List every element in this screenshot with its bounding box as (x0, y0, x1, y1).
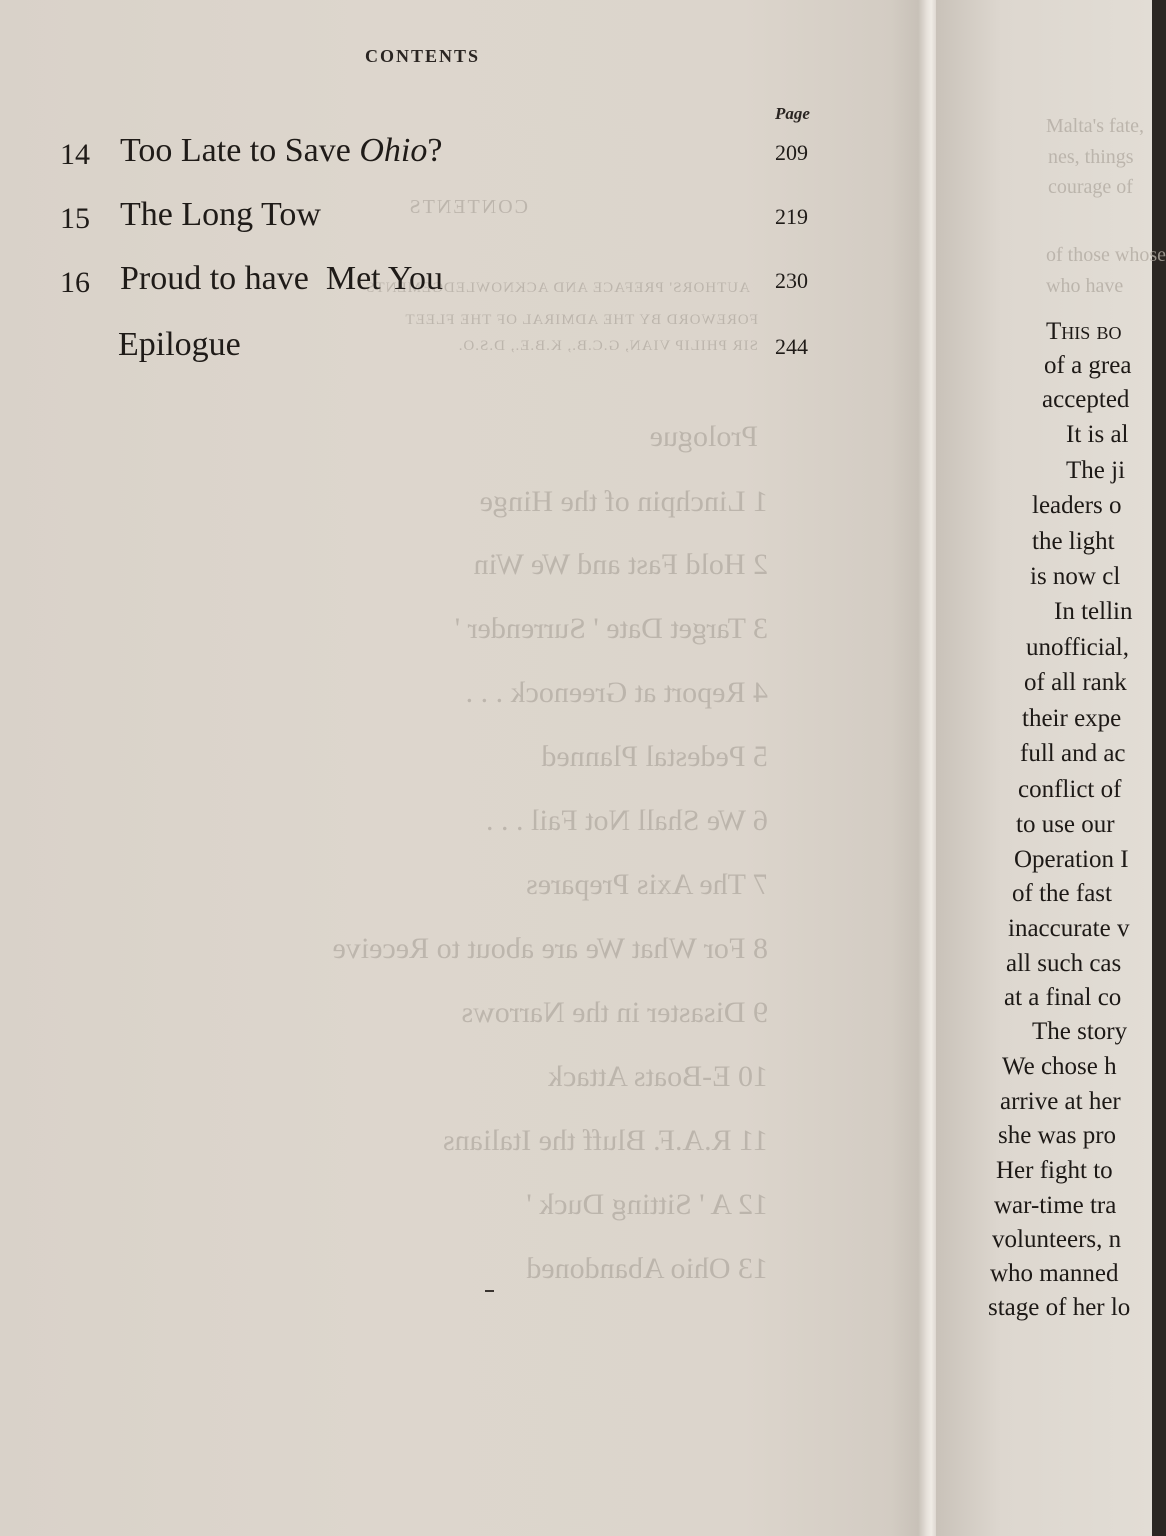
ghost-line: 5 Pedestal Planned (541, 740, 768, 773)
contents-heading: CONTENTS (365, 46, 481, 66)
faded-text-line: of those whose (1046, 244, 1166, 266)
body-text-line: is now cl (1030, 563, 1121, 590)
toc-title-text: Too Late to Save (120, 132, 360, 169)
ghost-line: 6 We Shall Not Fail . . . (485, 804, 768, 837)
toc-entry-title (120, 132, 442, 170)
preface-page (936, 0, 1166, 1536)
faded-text-line: who have (1046, 275, 1124, 297)
ghost-line: 13 Ohio Abandoned (526, 1252, 768, 1285)
toc-entry-page: 219 (775, 204, 808, 229)
body-text-line: their expe (1022, 705, 1122, 732)
ghost-line: 1 Linchpin of the Hinge (479, 485, 768, 518)
toc-title-suffix: ? (427, 132, 443, 169)
page-column-label: Page (775, 104, 810, 123)
toc-entry (0, 196, 900, 246)
ghost-line: Prologue (649, 420, 758, 453)
body-text-line: the light (1032, 528, 1115, 555)
toc-entry (0, 326, 900, 376)
body-text-line: full and ac (1020, 740, 1126, 767)
faded-text-line: courage of (1048, 176, 1133, 198)
body-text-line: It is al (1066, 421, 1129, 448)
body-text-line: to use our (1016, 811, 1115, 838)
body-text-line: volunteers, n (992, 1226, 1122, 1253)
faded-text-line: nes, things (1048, 146, 1134, 168)
body-text-line: of the fast (1012, 880, 1112, 907)
toc-title-text: Proud to have Met You (120, 260, 444, 297)
page-mark (485, 1290, 494, 1292)
body-text-line: Operation I (1014, 846, 1129, 873)
body-text-line: inaccurate v (1008, 915, 1130, 942)
body-text-line: Her fight to (996, 1157, 1113, 1184)
body-text-line: who manned (990, 1260, 1119, 1287)
toc-entry-title (120, 260, 443, 298)
body-text-line: conflict of (1018, 776, 1122, 803)
toc-entry-title (120, 196, 321, 234)
toc-title-italic: Ohio (359, 132, 428, 169)
toc-title-text: Epilogue (118, 326, 241, 363)
body-text-line: This bo (1046, 318, 1122, 345)
ghost-line: 11 R.A.F. Bluff the Italians (442, 1124, 768, 1157)
body-text-line: arrive at her (1000, 1088, 1121, 1115)
body-text-line: We chose h (1002, 1053, 1117, 1080)
ghost-line: AUTHORS' PREFACE AND ACKNOWLEDGEMENTS (365, 280, 750, 296)
ghost-line: FOREWORD BY THE ADMIRAL OF THE FLEET (404, 312, 758, 328)
toc-entry-number: 14 (60, 138, 90, 171)
ghost-line: 12 A ' Sitting Duck ' (526, 1188, 768, 1221)
toc-entry (0, 132, 900, 182)
body-text-line: unofficial, (1026, 634, 1129, 661)
toc-entry-page: 230 (775, 268, 808, 293)
ghost-line: 4 Report at Greenock . . . (465, 676, 768, 709)
toc-entry-number: 16 (60, 266, 90, 299)
body-text-line: leaders o (1032, 492, 1122, 519)
ghost-heading: CONTENTS (407, 196, 528, 218)
ghost-line: 9 Disaster in the Narrows (461, 996, 768, 1029)
body-text-line: The story (1032, 1018, 1128, 1045)
body-text-line: stage of her lo (988, 1294, 1131, 1321)
toc-entry (0, 260, 900, 310)
body-text-line: accepted (1042, 386, 1130, 413)
toc-entry-page: 244 (775, 334, 808, 359)
ghost-line: SIR PHILIP VIAN, G.C.B., K.B.E., D.S.O. (457, 338, 758, 354)
body-text-line: of all rank (1024, 669, 1127, 696)
body-text-line: In tellin (1054, 598, 1133, 625)
body-text-line: all such cas (1006, 950, 1122, 977)
body-text-line: of a grea (1044, 352, 1132, 379)
ghost-line: 10 E-Boats Attack (548, 1060, 768, 1093)
ghost-line: 8 For What We are about to Receive (332, 932, 768, 965)
toc-entry-number: 15 (60, 202, 90, 235)
ghost-line: 3 Target Date ' Surrender ' (454, 612, 768, 645)
toc-title-text: The Long Tow (120, 196, 321, 233)
body-text-line: war-time tra (994, 1192, 1117, 1219)
toc-entry-page: 209 (775, 140, 808, 165)
body-text-line: she was pro (998, 1122, 1117, 1149)
ghost-line: 7 The Axis Prepares (526, 868, 768, 901)
body-text-line: The ji (1066, 457, 1126, 484)
toc-entry-title (118, 326, 241, 364)
ghost-line: 2 Hold Fast and We Win (473, 548, 768, 581)
body-text-line: at a final co (1004, 984, 1122, 1011)
faded-text-line: Malta's fate, (1046, 115, 1145, 137)
